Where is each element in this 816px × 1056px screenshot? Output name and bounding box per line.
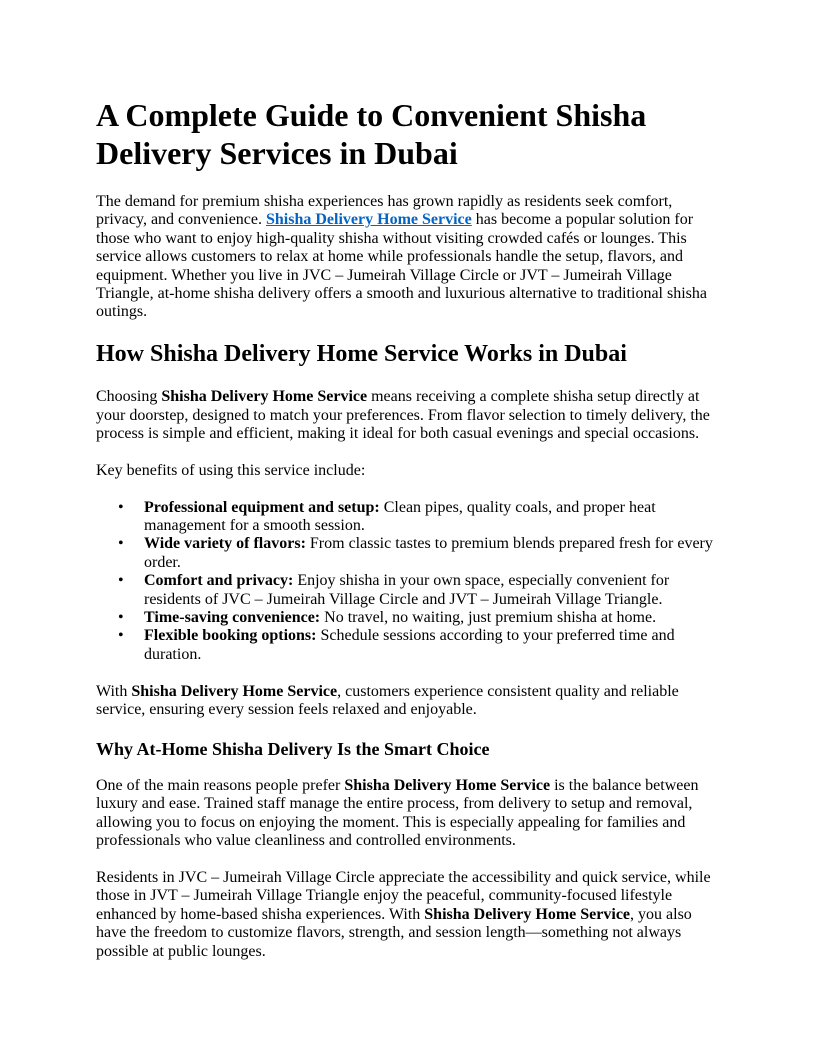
text-run: One of the main reasons people prefer: [96, 776, 345, 794]
text-run: means receiving a complete shisha setup directly at your doorstep, designed to match your preferences. From flavor selection to timely delivery, the process is simple and efficient, making it ideal for both casual evenings and special occasions.: [96, 388, 710, 443]
benefit-title: Time-saving convenience:: [144, 609, 321, 627]
benefit-title: Wide variety of flavors:: [144, 535, 306, 553]
section-heading-how-it-works: How Shisha Delivery Home Service Works in Dubai: [96, 341, 627, 368]
text-run: , customers experience consistent quality and reliable service, ensuring every session feels relaxed and enjoyable.: [96, 682, 679, 719]
intro-text-before-link: The demand for premium shisha experiences has grown rapidly as residents seek comfort, privacy, and convenience.: [96, 193, 673, 229]
bold-service-name: Shisha Delivery Home Service: [344, 776, 551, 794]
bold-service-name: Shisha Delivery Home Service: [424, 905, 631, 923]
benefits-list: [96, 499, 720, 665]
benefit-text: Clean pipes, quality coals, and proper heat management for a smooth session.: [144, 498, 656, 535]
text-run: Residents in JVC – Jumeirah Village Circle appreciate the accessibility and quick service, while those in JVT – Jumeirah Village Triangle enjoy the peaceful, community-focused lifestyle enhanced by home-based shisha experiences. With: [96, 868, 711, 923]
document-page: [96, 96, 720, 979]
list-item: [96, 609, 720, 627]
how-it-works-paragraph: [96, 388, 720, 443]
smart-choice-paragraph: [96, 777, 720, 851]
page-title: A Complete Guide to Convenient Shisha Delivery Services in Dubai: [96, 97, 647, 171]
bullet-icon: •: [118, 572, 124, 590]
benefits-intro: Key benefits of using this service include:: [96, 461, 366, 479]
list-item: [96, 572, 720, 609]
benefit-title: Professional equipment and setup:: [144, 498, 380, 516]
intro-text-after-link: has become a popular solution for those who want to enjoy high-quality shisha without visiting crowded cafés or lounges. This service allows customers to relax at home while professionals handle the setup, flavors, and equipment. Whether you live in JVC – Jumeirah Village Circle or JVT – Jumeirah Village Triangle, at-home shisha delivery offers a smooth and luxurious alternative to traditional shisha outings.: [96, 211, 707, 321]
list-item: [96, 499, 720, 536]
residents-paragraph: [96, 869, 720, 961]
bold-service-name: Shisha Delivery Home Service: [131, 682, 338, 700]
benefit-text: From classic tastes to premium blends prepared fresh for every order.: [144, 535, 713, 571]
text-run: Choosing: [96, 388, 162, 406]
bullet-icon: •: [118, 498, 124, 516]
intro-paragraph: [96, 193, 720, 322]
list-item: [96, 535, 720, 572]
text-run: is the balance between luxury and ease. Trained staff manage the entire process, from delivery to setup and removal, allowing you to focus on enjoying the moment. This is especially appealing for families and professionals who value cleanliness and controlled environments.: [96, 776, 699, 850]
benefit-text: No travel, no waiting, just premium shisha at home.: [320, 609, 657, 627]
bold-service-name: Shisha Delivery Home Service: [161, 388, 368, 406]
benefit-text: Enjoy shisha in your own space, especially convenient for residents of JVC – Jumeirah Village Circle and JVT – Jumeirah Village Triangle.: [144, 572, 670, 608]
list-item: [96, 627, 720, 664]
shisha-delivery-link[interactable]: Shisha Delivery Home Service: [266, 211, 472, 229]
text-run: , you also have the freedom to customize flavors, strength, and session length—something not always possible at public lounges.: [96, 905, 692, 960]
benefit-text: Schedule sessions according to your preferred time and duration.: [144, 627, 675, 663]
bullet-icon: •: [118, 535, 124, 553]
benefit-title: Flexible booking options:: [144, 627, 317, 645]
bullet-icon: •: [118, 627, 124, 645]
text-run: With: [96, 682, 132, 700]
section-heading-smart-choice: Why At-Home Shisha Delivery Is the Smart Choice: [96, 738, 490, 759]
bullet-icon: •: [118, 609, 124, 627]
with-service-paragraph: [96, 683, 720, 720]
benefit-title: Comfort and privacy:: [144, 572, 294, 590]
